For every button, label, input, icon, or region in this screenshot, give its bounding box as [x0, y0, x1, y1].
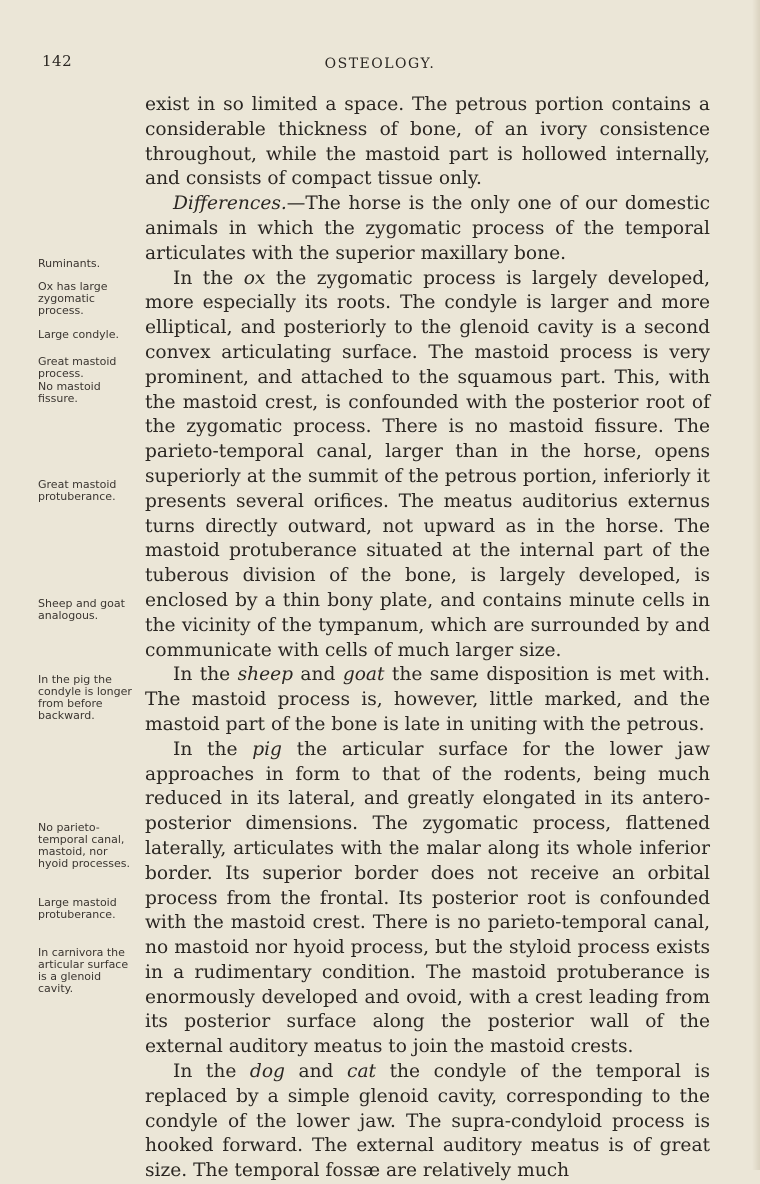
dog-term: dog: [249, 1061, 285, 1083]
side-note-ruminants: Ruminants.: [38, 257, 101, 270]
cat-term: cat: [347, 1061, 377, 1083]
body-text: [145, 93, 710, 1184]
paragraph-differences: [145, 192, 710, 266]
paragraph-sheep-goat: [145, 663, 710, 737]
running-head: OSTEOLOGY.: [324, 56, 436, 72]
goat-term: goat: [342, 664, 385, 686]
side-note-protuberance: Great mastoid protuberance.: [38, 478, 117, 503]
page-edge-shade: [752, 0, 760, 1170]
pig-text: the articular surface for the lower jaw approaches in form to that of the rodents, being much reduced in its lateral, and greatly elongated in its antero-posterior dimensions. The zygomatic process, flattened laterally, articulates with the malar along its whole inferior border. Its superior border does not receive an orbital process from the frontal. Its posterior root is confounded with the mastoid crest. There is no parieto-temporal canal, no mastoid nor hyoid process, but the styloid process exists in a rudimentary condition. The mastoid protuberance is enormously developed and ovoid, with a crest leading from its posterior surface along the posterior wall of the external auditory meatus to join the mastoid crests.: [145, 738, 711, 1058]
side-note-no-fissure: No mastoid fissure.: [38, 380, 101, 405]
side-note-great-mastoid: Great mastoid process.: [38, 355, 117, 380]
sheep-text: the same disposition is met with. The mastoid process is, however, little marked, and the mastoid part of the bone is late in uniting with the petrous.: [145, 664, 710, 735]
paragraph-dog-cat: [145, 1060, 710, 1184]
paragraph-pig: [145, 738, 710, 1060]
pig-pre: In the: [173, 738, 253, 760]
side-note-large-condyle: Large condyle.: [38, 328, 120, 341]
sheep-mid: and: [293, 664, 343, 686]
side-note-ox-zygomatic: Ox has large zygomatic process.: [38, 280, 108, 317]
sheep-pre: In the: [173, 664, 238, 686]
ox-term: ox: [243, 267, 266, 289]
side-note-pig-condyle: In the pig the condyle is longer from before backward.: [38, 673, 132, 722]
ox-text: the zygomatic process is largely developed, more especially its roots. The condyle is larger and more elliptical, and posteriorly to the glenoid cavity is a second convex articulating surface. The mastoid process is very prominent, and attached to the squamous part. This, with the mastoid crest, is confounded with the posterior root of the zygomatic process. There is no mastoid fissure. The parieto-temporal canal, larger than in the horse, opens superiorly at the summit of the petrous portion, inferiorly it presents several orifices. The meatus auditorius externus turns directly outward, not upward as in the horse. The mastoid protuberance situated at the internal part of the tuberous division of the bone, is largely developed, is enclosed by a thin bony plate, and contains minute cells in the vicinity of the tympanum, which are surrounded by and communicate with cells of much larger size.: [145, 267, 711, 661]
differences-label: Differences.: [173, 193, 287, 215]
side-note-sheep-goat: Sheep and goat analogous.: [38, 597, 125, 622]
differences-text: —The horse is the only one of our domestic animals in which the zygomatic process of the temporal articulates with the superior maxillary bone.: [145, 193, 710, 264]
paragraph-continuation: exist in so limited a space. The petrous portion contains a considerable thickness of bone, of an ivory consistence throughout, while the mastoid part is hollowed internally, and consists of compact tissue only.: [145, 94, 710, 190]
dog-pre: In the: [173, 1061, 250, 1083]
side-note-large-mastoid: Large mastoid protuberance.: [38, 896, 117, 921]
ox-pre: In the: [173, 267, 244, 289]
paragraph-ox: [145, 267, 710, 664]
sheep-term: sheep: [237, 664, 294, 686]
side-note-no-parieto: No parieto-temporal canal, mastoid, nor hyoid processes.: [38, 821, 131, 870]
dog-mid: and: [284, 1061, 348, 1083]
page-number: 142: [42, 52, 73, 70]
dog-text: the condyle of the temporal is replaced by a simple glenoid cavity, corresponding to the condyle of the lower jaw. The supra-condyloid process is hooked forward. The external auditory meatus is of great size. The temporal fossæ are relatively much: [145, 1061, 710, 1182]
pig-term: pig: [252, 738, 282, 760]
side-note-carnivora: In carnivora the articular surface is a glenoid cavity.: [38, 946, 129, 995]
